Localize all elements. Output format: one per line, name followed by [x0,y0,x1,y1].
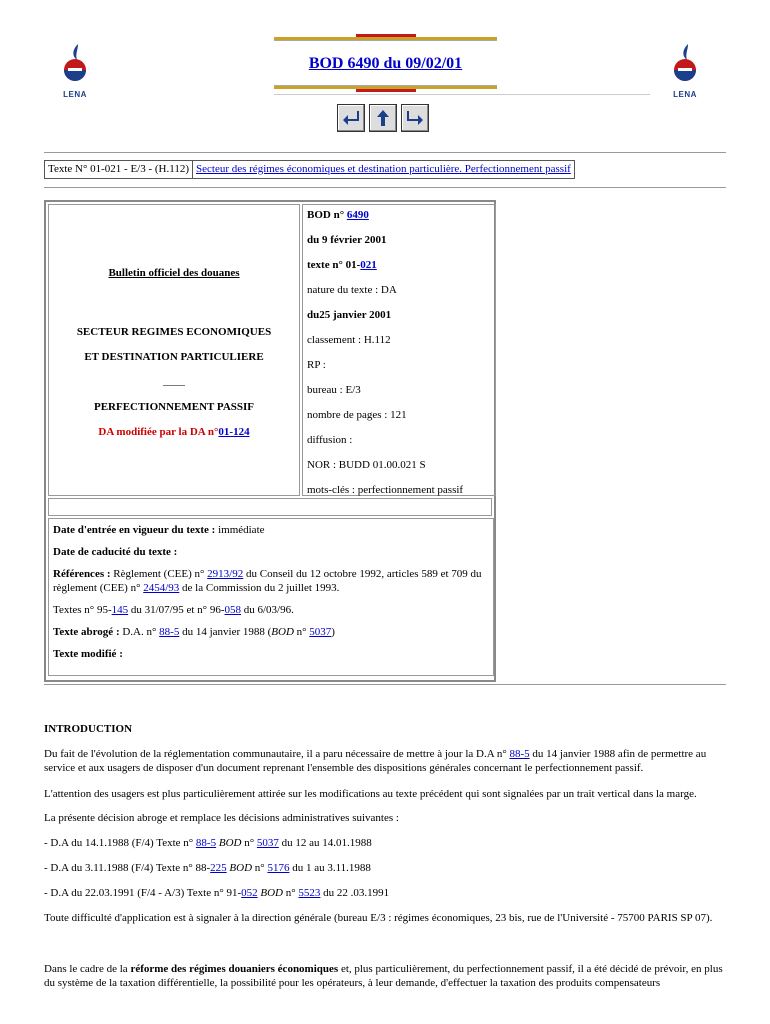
info-table-right-cell [302,204,496,496]
header-rule [274,94,650,95]
texte-145-link[interactable]: 145 [111,604,129,616]
modification-link[interactable]: 01-124 [218,426,250,438]
divider-1 [44,152,726,153]
sector-line-2: ET DESTINATION PARTICULIERE [84,351,264,363]
bureau: bureau : E/3 [307,384,361,396]
list2-bod-link[interactable]: 5176 [267,862,290,874]
classement: classement : H.112 [307,334,391,346]
perfectionnement-label: PERFECTIONNEMENT PASSIF [93,401,255,413]
sector-line-1: SECTEUR REGIMES ECONOMIQUES [76,326,272,338]
list3-bod-link[interactable]: 5523 [298,887,321,899]
modification-prefix: DA modifiée par la DA n° [98,426,219,438]
text-reference-link[interactable]: Secteur des régimes économiques et destination particulière. Perfectionnement passif [196,163,571,175]
date-caducite: Date de caducité du texte : [53,546,178,558]
text-reference-number: Texte N° 01-021 - E/3 - (H.112) [45,161,193,178]
p1-da-88-5-link[interactable]: 88-5 [509,748,530,760]
info-table-empty-row [48,498,492,516]
bod-number: BOD n° 6490 [307,209,369,221]
list1-texte-link[interactable]: 88-5 [195,837,217,849]
bod-date: du 9 février 2001 [307,234,387,246]
nombre-de-pages: nombre de pages : 121 [307,409,407,421]
list2-texte-link[interactable]: 225 [210,862,227,874]
page-title [274,41,497,85]
list-item-2: - D.A du 3.11.1988 (F/4) Texte n° 88-225 BOD n° 5176 du 1 au 3.11.1988 [44,862,371,874]
reglement-2913-link[interactable]: 2913/92 [207,568,244,580]
info-table [44,200,496,682]
nature-du-texte: nature du texte : DA [307,284,397,296]
textes: Textes n° 95-145 du 31/07/95 et n° 96-058 du 6/03/96. [53,604,294,616]
date-entree: Date d'entrée en vigueur du texte : immédiate [53,524,265,536]
divider-3 [44,684,726,685]
modification-note [49,426,299,438]
separator-dash: —— [163,379,185,391]
paragraph-3: La présente décision abroge et remplace les décisions administratives suivantes : [44,812,399,824]
da-88-5-link[interactable]: 88-5 [159,626,180,638]
references: Références : Règlement (CEE) n° 2913/92 du Conseil du 12 octobre 1992, articles 589 et 709 du règlement (CEE) n° 2454/93 de la Commission du 2 juillet 1993. [53,568,482,594]
info-table-left-cell [48,204,300,496]
texte-modifie: Texte modifié : [53,648,123,660]
up-arrow-icon [373,108,393,128]
page-title-link[interactable]: BOD 6490 du 09/02/01 [308,55,463,72]
back-button[interactable] [337,104,365,132]
reglement-2454-link[interactable]: 2454/93 [143,582,180,594]
bulletin-label: Bulletin officiel des douanes [108,267,240,279]
text-reference [44,160,575,179]
info-table-bottom-cell [48,518,494,676]
list-item-1: - D.A du 14.1.1988 (F/4) Texte n° 88-5 BOD n° 5037 du 12 au 14.01.1988 [44,837,372,849]
divider-2 [44,187,726,188]
texte-number: texte n° 01-021 [307,259,377,271]
texte-number-link[interactable]: 021 [360,259,377,271]
nor: NOR : BUDD 01.00.021 S [307,459,426,471]
title-bar-bottom-red [356,89,416,92]
mots-cles: mots-clés : perfectionnement passif [307,484,464,496]
list-item-3: - D.A du 22.03.1991 (F/4 - A/3) Texte n° 91-052 BOD n° 5523 du 22 .03.1991 [44,887,390,899]
texte-058-link[interactable]: 058 [224,604,241,616]
forward-arrow-icon [405,108,425,128]
list3-texte-link[interactable]: 052 [241,887,258,899]
paragraph-2: L'attention des usagers est plus particulièrement attirée sur les modifications au texte précédent qui sont signalées par un trait vertical dans la marge. [44,788,697,800]
paragraph-1: Du fait de l'évolution de la réglementation communautaire, il a paru nécessaire de mettre à jour la D.A n° 88-5 du 14 janvier 1988 afin de permettre au service et aux usagers de disposer d'un document reprenant l'ensemble des dispositions générales concernant le perfectionnement passif. [44,748,707,774]
date-du-texte: du25 janvier 2001 [307,309,392,321]
title-block [274,34,497,92]
up-button[interactable] [369,104,397,132]
introduction-heading: INTRODUCTION [44,723,133,735]
forward-button[interactable] [401,104,429,132]
texte-abroge: Texte abrogé : D.A. n° 88-5 du 14 janvier 1988 (BOD n° 5037) [53,626,335,638]
bod-5037-link[interactable]: 5037 [309,626,332,638]
lena-logo-text-left: LENA [63,90,87,99]
diffusion: diffusion : [307,434,353,446]
lena-logo-text-right: LENA [673,90,697,99]
bod-number-link[interactable]: 6490 [346,209,369,221]
back-arrow-icon [341,108,361,128]
paragraph-5: Dans le cadre de la réforme des régimes douaniers économiques et, plus particulièrement, du perfectionnement passif, il a été décidé de prévoir, en plus du système de la taxation différentielle, la possibilité pour les opérateurs, à leur demande, d'effectuer la taxation des produits compensateurs [44,963,723,989]
paragraph-4: Toute difficulté d'application est à signaler à la direction générale (bureau E/3 : régimes économiques, 23 bis, rue de l'Université - 75700 PARIS SP 07). [44,912,713,924]
rp: RP : [307,359,326,371]
nav-buttons [337,104,429,132]
list1-bod-link[interactable]: 5037 [256,837,279,849]
